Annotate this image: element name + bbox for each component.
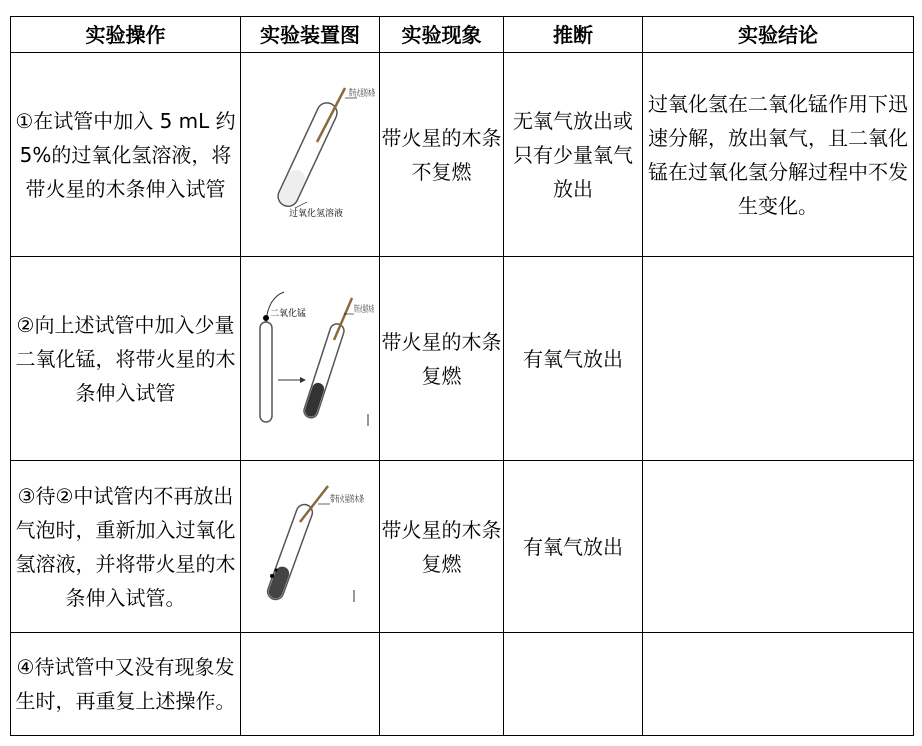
operation-cell: ③待②中试管内不再放出气泡时，重新加入过氧化氢溶液，并将带火星的木条伸入试管。 <box>11 461 241 633</box>
header-apparatus: 实验装置图 <box>241 17 380 53</box>
diagram-label: 过氧化氢溶液 <box>289 208 344 219</box>
header-inference: 推断 <box>504 17 643 53</box>
phenomenon-cell: 带火星的木条复燃 <box>380 461 504 633</box>
inference-cell: 有氧气放出 <box>504 257 643 461</box>
phenomenon-cell: 带火星的木条复燃 <box>380 257 504 461</box>
table-row <box>11 633 914 736</box>
apparatus-cell <box>241 633 380 736</box>
table-row <box>11 53 914 257</box>
experiment-table <box>10 16 914 736</box>
conclusion-cell <box>643 633 914 736</box>
inference-cell <box>504 633 643 736</box>
apparatus-cell <box>241 461 394 633</box>
apparatus-cell <box>241 257 418 461</box>
operation-cell: ②向上述试管中加入少量二氧化锰，将带火星的木条伸入试管 <box>11 257 241 461</box>
conclusion-cell <box>643 461 914 633</box>
operation-cell: ④待试管中又没有现象发生时，再重复上述操作。 <box>11 633 241 736</box>
header-conclusion: 实验结论 <box>643 17 914 53</box>
header-operation: 实验操作 <box>11 17 241 53</box>
inference-cell: 有氧气放出 <box>504 461 643 633</box>
header-row <box>11 17 914 53</box>
conclusion-cell: 过氧化氢在二氧化锰作用下迅速分解，放出氧气，且二氧化锰在过氧化氢分解过程中不发生变化。 <box>643 53 914 257</box>
operation-cell: ①在试管中加入 5 mL 约 5%的过氧化氢溶液，将带火星的木条伸入试管 <box>11 53 241 257</box>
table-row <box>11 461 914 633</box>
apparatus-cell <box>241 53 413 257</box>
diagram-label: 二氧化锰 <box>270 308 307 319</box>
test-tube-diagram <box>244 284 418 434</box>
phenomenon-cell <box>380 633 504 736</box>
test-tube-diagram <box>250 482 394 612</box>
diagram-label: 带有火星的木条 <box>354 304 418 315</box>
diagram-label: 带有火星的木条 <box>349 88 413 99</box>
test-tube-diagram <box>245 80 413 230</box>
header-phenomenon: 实验现象 <box>380 17 504 53</box>
inference-cell: 无氧气放出或只有少量氧气放出 <box>504 53 643 257</box>
diagram-label: 带有火星的木条 <box>330 494 394 505</box>
conclusion-cell <box>643 257 914 461</box>
phenomenon-cell: 带火星的木条不复燃 <box>380 53 504 257</box>
table-row <box>11 257 914 461</box>
